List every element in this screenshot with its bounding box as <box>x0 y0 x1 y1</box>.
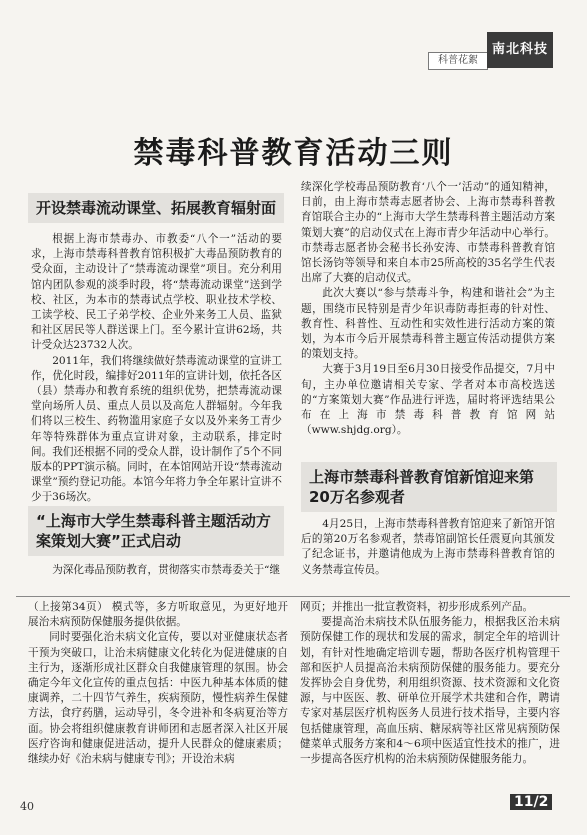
section-label: 科普花絮 <box>428 52 488 70</box>
article3-heading: 上海市禁毒科普教育馆新馆迎来第20万名参观者 <box>301 462 557 512</box>
article3-body <box>301 517 555 578</box>
article2-paragraph-3: 此次大赛以“参与禁毒斗争，构建和谐社会”为主题，围绕市民特别是青少年识毒防毒拒毒的针对性、教育性、科普性、互动性和实效性进行活动方案的策划，为本市今后开展禁毒科普主题宣传活动提供方案的策划支持。 <box>301 287 555 361</box>
article1-paragraph-1: 根据上海市禁毒办、市教委“八个一”活动的要求，上海市禁毒科普教育馆积极扩大毒品预防教育的受众面，主动设计了“禁毒流动课堂”项目。充分利用馆内团队参观的淡季时段，将“禁毒流动课堂”送到学校、社区，为本市的禁毒试点学校、职业技术学校、工读学校、民工子弟学校、企业外来务工人员、监狱和社区居民等人群送课上门。至今累计宣讲62场，共计受众达23732人次。 <box>31 233 282 352</box>
article1-heading: 开设禁毒流动课堂、拓展教育辐射面 <box>28 193 284 223</box>
page-title: 禁毒科普教育活动三则 <box>133 136 454 171</box>
magazine-logo: 南北科技 <box>487 32 553 68</box>
page-number-right: 11/2 <box>510 794 552 810</box>
article2-paragraph-1: 为深化毒品预防教育，贯彻落实市禁毒委关于“继 <box>52 564 281 576</box>
article2-body <box>31 563 282 578</box>
continued-article-left <box>28 600 288 767</box>
article1-body <box>31 232 282 506</box>
page-number-left: 40 <box>20 800 34 813</box>
article2-heading: “上海市大学生禁毒科普主题活动方案策划大赛”正式启动 <box>28 506 284 556</box>
section-divider <box>16 596 570 597</box>
article3-paragraph-1: 4月25日，上海市禁毒科普教育馆迎来了新馆开馆后的第20万名参观者，禁毒馆副馆长任震夏向其颁发了纪念证书，并邀请他成为上海市禁毒科普教育馆的义务禁毒宣传员。 <box>301 518 555 576</box>
continued-article-right <box>300 600 560 767</box>
article2-paragraph-4: 大赛于3月19日至6月30日接受作品提交，7月中旬，主办单位邀请相关专家、学者对本市高校选送的“方案策划大赛”作品进行评选，届时将评选结果公布在上海市禁毒科普教育馆网站（www.shjdg.org）。 <box>301 363 555 437</box>
article1-paragraph-2: 2011年，我们将继续做好禁毒流动课堂的宣讲工作，优化时段，编排好2011年的宣讲计划，依托各区（县）禁毒办和教育系统的组织优势，把禁毒流动课堂向场所人员、重点人员以及高危人群辐射。今年我们将以三校生、药物滥用家庭子女以及外来务工青少年等特殊群体为重点宣讲对象，主动联系，排定时间。我们还根据不同的受众人群，设计制作了5个不同版本的PPT演示稿。同时，在本馆网站开设“禁毒流动课堂”预约登记功能。本馆今年将力争全年累计宣讲不少于36场次。 <box>31 354 282 504</box>
continued-paragraph-4: 要提高治未病技术队伍服务能力，根据我区治未病预防保健工作的现状和发展的需求，制定全年的培训计划，有针对性地确定培训专题，帮助各医疗机构管理干部和医护人员提高治未病预防保健的服务能力。要充分发挥协会自身优势，利用组织资源、技术资源和文化资源，与中医医、教、研单位开展学术共建和合作，聘请专家对基层医疗机构医务人员进行技术指导，主要内容包括健康管理，高血压病、糖尿病等社区常见病预防保健菜单式服务方案和4～6项中医适宜性技术的推广，进一步提高各医疗机构的治未病预防保健服务能力。 <box>300 616 560 766</box>
continued-paragraph-2: 同时要强化治未病文化宣传，要以对亚健康状态者干预为突破口，让治未病健康文化转化为促进健康的自主行为，逐渐形成社区群众自我健康管理的氛围。协会确定今年文化宣传的重点包括：中医九种基本体质的健康调养，二十四节气养生，疾病预防，慢性病养生保健方法，食疗药膳，运动导引，冬令进补和冬病夏治等方面。协会将组织健康教育讲师团和志愿者深入社区开展医疗咨询和健康促进活动，提升人民群众的健康素质；继续办好《治未病与健康专刊》；开设治未病 <box>28 631 288 766</box>
continued-paragraph-3: 网页；并推出一批宣教资料，初步形成系列产品。 <box>300 601 534 613</box>
article2-paragraph-2: 续深化学校毒品预防教育‘八个一’活动”的通知精神，日前，由上海市禁毒志愿者协会、上海市禁毒科普教育馆联合主办的“上海市大学生禁毒科普主题活动方案策划大赛”的启动仪式在上海市青少年活动中心举行。市禁毒志愿者协会秘书长孙安涛、市禁毒科普教育馆馆长汤钧等领导和来自本市25所高校的35名学生代表出席了大赛的启动仪式。 <box>301 181 555 285</box>
continued-paragraph-1: （上接第34页） 模式等，多方听取意见，为更好地开展治未病预防保健服务提供依据。 <box>28 601 288 629</box>
column2-body <box>301 180 555 438</box>
